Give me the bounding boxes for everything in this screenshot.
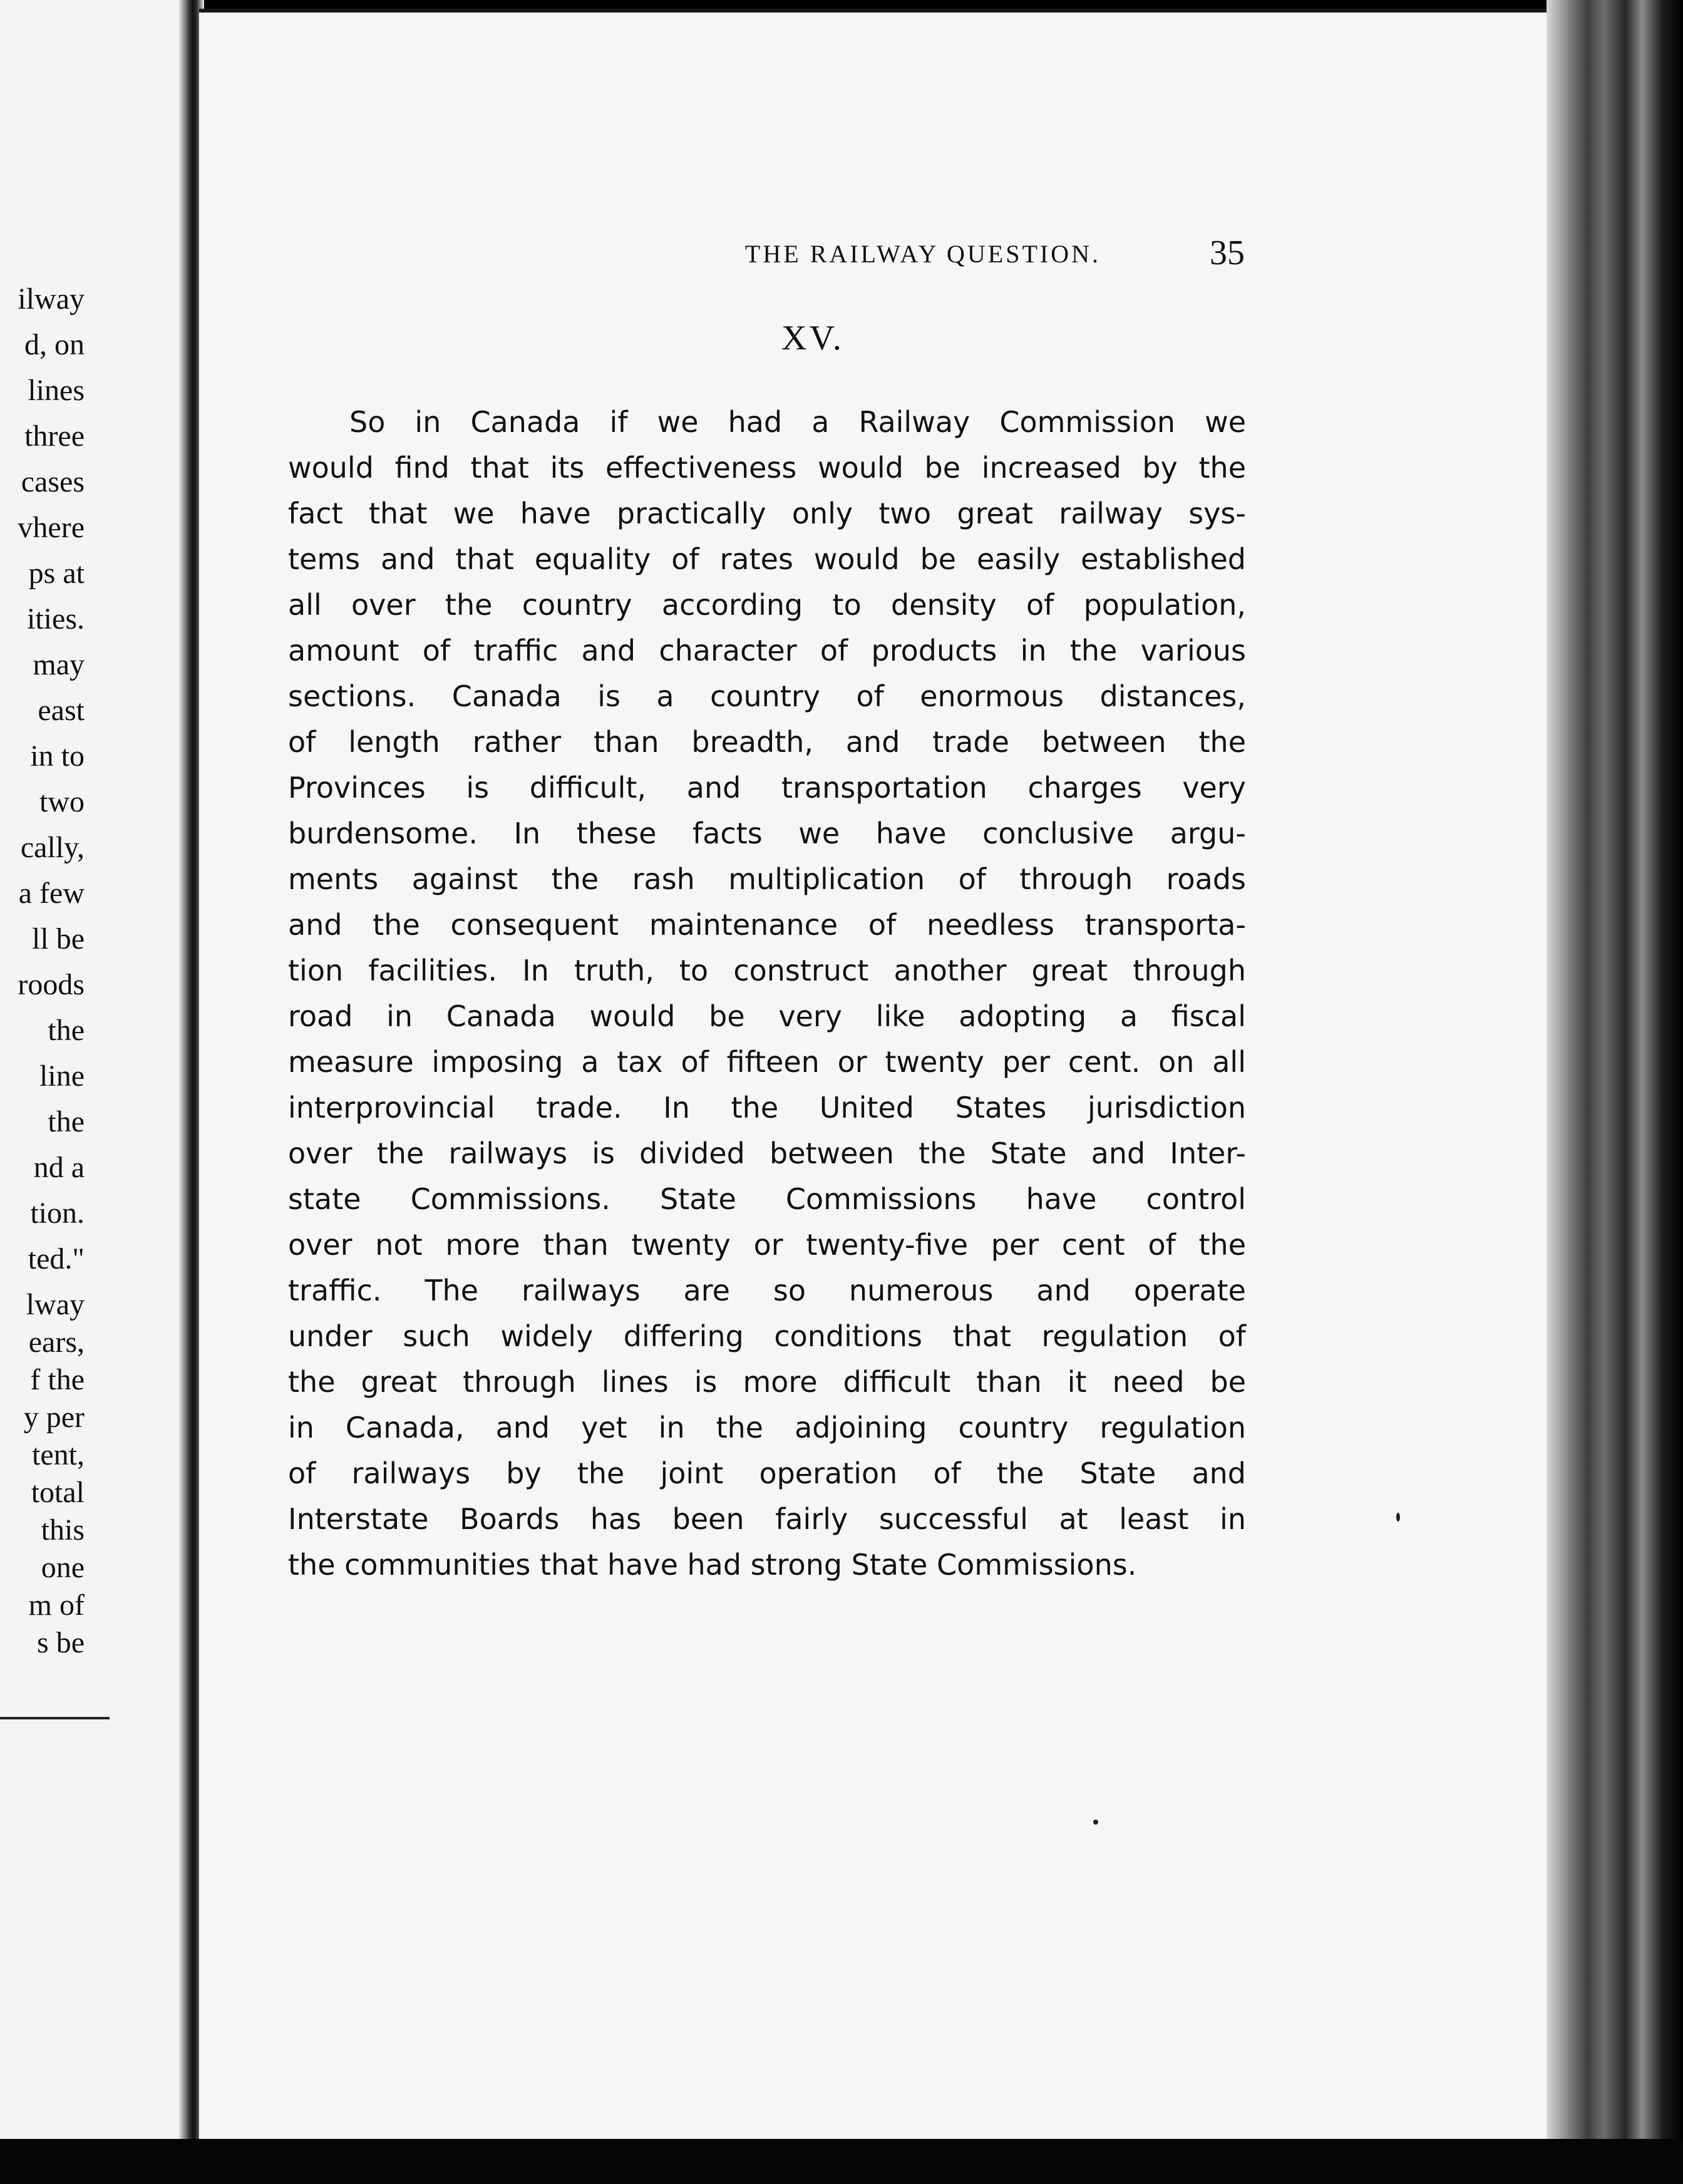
left-page-line: lines <box>28 374 85 407</box>
left-page-line: f the <box>30 1363 85 1396</box>
left-page-line: cally, <box>20 831 85 864</box>
left-facing-page <box>0 0 185 2141</box>
text-line: measure imposing a tax of fifteen or twenty per cent. on all <box>288 1045 1246 1079</box>
text-line: all over the country according to density of population, <box>288 588 1246 622</box>
left-page-line: two <box>39 785 85 818</box>
left-page-line: line <box>39 1059 85 1093</box>
left-page-line: m of <box>28 1589 85 1622</box>
book-page <box>199 9 1570 2143</box>
left-page-line: nd a <box>33 1151 85 1184</box>
text-line: Provinces is difficult, and transportation charges very <box>288 771 1246 805</box>
text-line: tems and that equality of rates would be easily established <box>288 542 1246 576</box>
left-page-line: the <box>48 1014 85 1047</box>
text-line: under such widely differing conditions that regulation of <box>288 1319 1246 1353</box>
text-line: tion facilities. In truth, to construct another great through <box>288 954 1246 987</box>
text-line: in Canada, and yet in the adjoining country regulation <box>288 1411 1246 1445</box>
left-page-line: may <box>33 648 85 681</box>
text-line: the communities that have had strong State Commissions. <box>288 1548 1137 1582</box>
left-page-line: ears, <box>28 1326 85 1359</box>
left-page-line: ities. <box>27 602 85 636</box>
section-heading: XV. <box>781 319 844 358</box>
left-page-line: ted." <box>28 1242 85 1275</box>
text-line: ments against the rash multiplication of through roads <box>288 862 1246 896</box>
left-page-line: this <box>41 1513 85 1547</box>
text-line: interprovincial trade. In the United States jurisdiction <box>288 1091 1246 1125</box>
left-page-line: tion. <box>30 1197 85 1230</box>
text-line: and the consequent maintenance of needless transporta- <box>288 908 1246 942</box>
body-text <box>288 399 1246 1588</box>
text-line: sections. Canada is a country of enormous distances, <box>288 679 1246 713</box>
left-page-line: d, on <box>24 328 85 361</box>
text-line: over the railways is divided between the State and Inter- <box>288 1136 1246 1170</box>
left-page-line: a few <box>18 877 85 910</box>
text-line: burdensome. In these facts we have conclusive argu- <box>288 816 1246 850</box>
left-page-line: one <box>41 1551 85 1584</box>
text-line: fact that we have practically only two great railway sys- <box>288 497 1246 530</box>
page-edge-stack <box>1547 0 1683 2184</box>
text-line: Interstate Boards has been fairly successful at least in <box>288 1502 1246 1536</box>
left-page-line: tent, <box>32 1438 85 1471</box>
text-line: the great through lines is more difficult than it need be <box>288 1365 1246 1399</box>
text-line: traffic. The railways are so numerous and operate <box>288 1274 1246 1307</box>
left-page-line: ps at <box>28 557 85 590</box>
left-page-line: total <box>31 1476 85 1509</box>
text-line: would find that its effectiveness would be increased by the <box>288 451 1246 485</box>
paper-speck <box>1093 1820 1098 1825</box>
left-page-line: ilway <box>18 282 85 316</box>
paper-speck <box>1396 1513 1400 1522</box>
left-page-line: ll be <box>32 922 85 956</box>
left-page-rule <box>0 1717 110 1719</box>
text-line: of railways by the joint operation of the State and <box>288 1456 1246 1490</box>
page-number: 35 <box>1210 234 1245 272</box>
left-page-line: in to <box>30 739 85 773</box>
left-page-line: s be <box>37 1626 85 1659</box>
left-page-line: roods <box>18 968 85 1001</box>
left-page-line: the <box>48 1105 85 1138</box>
text-line: state Commissions. State Commissions have control <box>288 1182 1246 1216</box>
left-page-line: vhere <box>18 511 85 544</box>
text-line: of length rather than breadth, and trade between the <box>288 725 1246 759</box>
left-page-line: cases <box>21 465 85 498</box>
bottom-shadow <box>0 2139 1683 2184</box>
text-line: road in Canada would be very like adopting a fiscal <box>288 999 1246 1033</box>
text-line: amount of traffic and character of products in the various <box>288 634 1246 667</box>
left-page-line: y per <box>23 1401 85 1434</box>
text-line: over not more than twenty or twenty-five per cent of the <box>288 1228 1246 1262</box>
left-page-line: east <box>38 694 85 727</box>
left-page-line: three <box>24 420 85 453</box>
text-line: So in Canada if we had a Railway Commission we <box>349 405 1246 439</box>
left-page-line: lway <box>26 1288 85 1321</box>
running-header: THE RAILWAY QUESTION. <box>744 240 1101 268</box>
